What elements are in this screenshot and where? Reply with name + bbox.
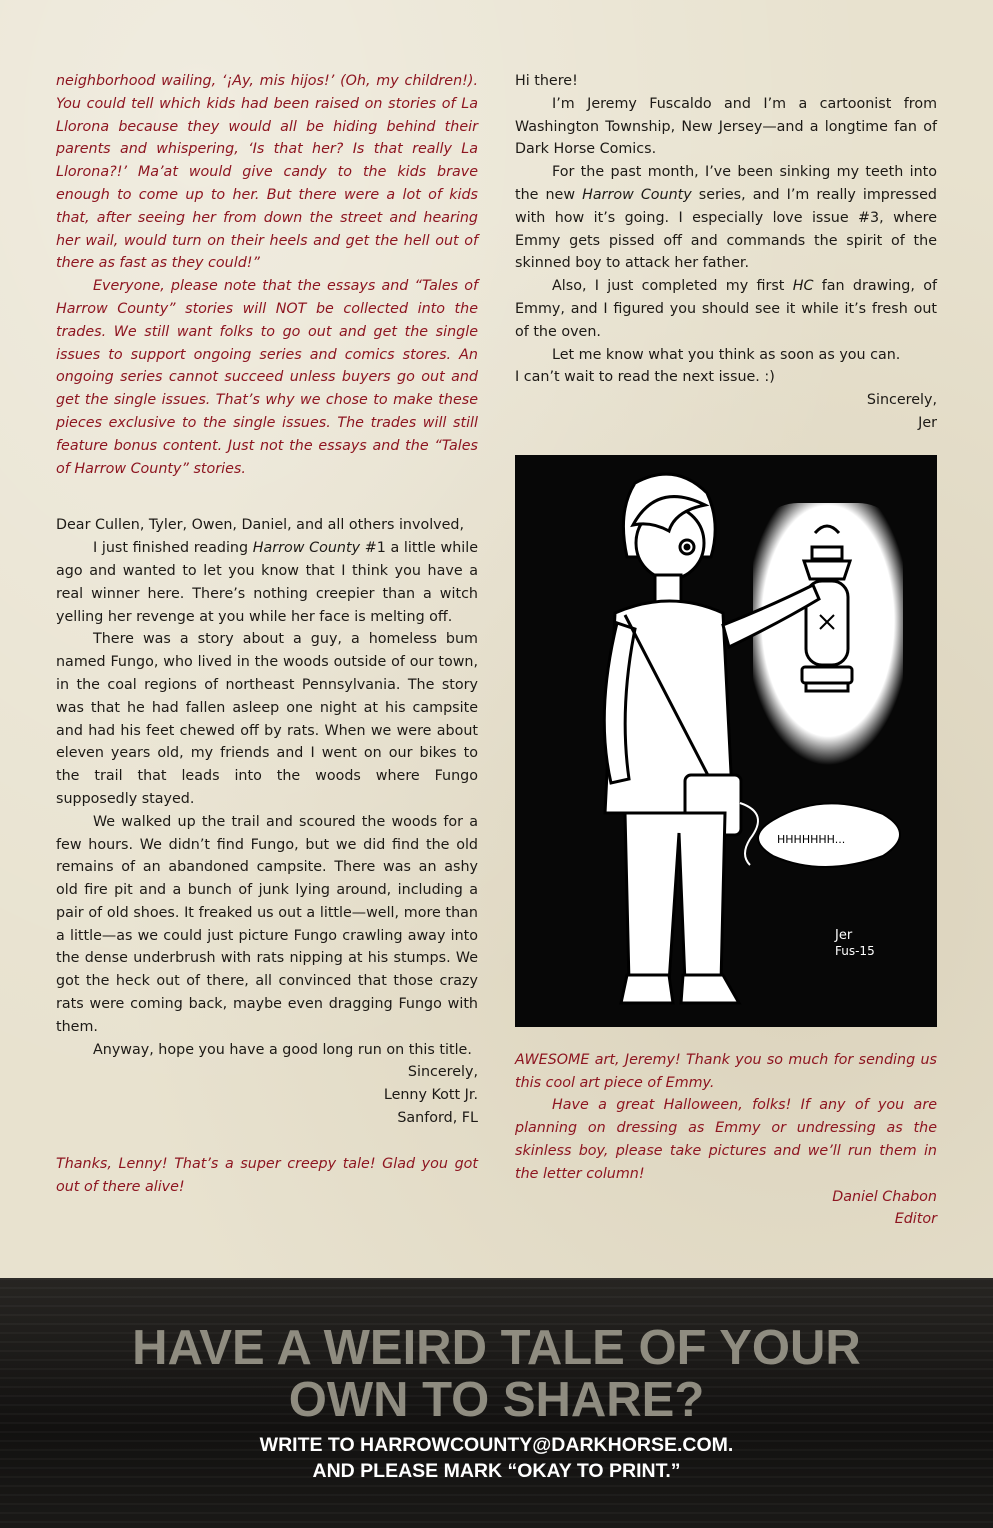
letter-greeting: Dear Cullen, Tyler, Owen, Daniel, and all others involved,: [56, 517, 465, 534]
editor-name: Daniel Chabon: [832, 1188, 937, 1205]
fan-art-emmy-illustration: [515, 455, 937, 1027]
letter-paragraph: [515, 275, 937, 343]
series-title: HC: [792, 278, 814, 295]
print-permission-line: AND PLEASE MARK “OKAY TO PRINT.”: [312, 1460, 681, 1482]
editor-reply: AWESOME art, Jeremy! Thank you so much for sending us this cool art piece of Emmy.: [515, 1051, 937, 1091]
series-title: Harrow County: [582, 186, 692, 203]
letter-author: Lenny Kott Jr.: [383, 1087, 478, 1104]
editor-title: Editor: [894, 1211, 937, 1228]
letter-text: fan drawing, of Emmy, and I figured you should see it while it’s fresh out of the oven.: [515, 278, 937, 340]
banner-headline-line: OWN TO SHARE?: [288, 1373, 705, 1427]
letter-paragraph: Let me know what you think as soon as you can.: [552, 346, 901, 363]
letter-location: Sanford, FL: [397, 1110, 478, 1127]
letter-greeting: Hi there!: [515, 73, 578, 89]
fan-art-drawing: [515, 455, 937, 1027]
letter-paragraph: We walked up the trail and scoured the woods for a few hours. We didn’t find Fungo, but we did find the old remains of an abandoned campsite. There was an ashy old fire pit and a bunch of junk lying around, including a pair of old shoes. It freaked us out a little—well, more than a little—as we could just picture Fungo crawling away into the dense underbrush with rats nipping at his stumps. We got the heck out of there, all convinced that those crazy rats were coming back, maybe even dragging Fungo with them.: [56, 813, 478, 1035]
editor-intro-continued: neighborhood wailing, ‘¡Ay, mis hijos!’ (Oh, my children!). You could tell which kids had been raised on stories of La Llorona because they would all be hiding behind their parents and whispering, ‘Is that her? Is that really La Llorona?!’ Ma’at would give candy to the kids brave enough to come up to her. But there were a lot of kids that, after seeing her from down the street and hearing her wail, would turn on their heels and get the hell out of there as fast as they could!”: [56, 73, 478, 272]
letter-paragraph: There was a story about a guy, a homeless bum named Fungo, who lived in the woods outside of our town, in the coal regions of northeast Pennsylvania. The story was that he had fallen asleep one night at his campsite and had his feet chewed off by rats. When we were about eleven years old, my friends and I went on our bikes to the trail that leads into the woods where Fungo supposedly stayed.: [56, 631, 478, 807]
spacer: [56, 480, 478, 514]
letter-text: Also, I just completed my first: [552, 278, 793, 295]
submission-banner: [0, 1278, 993, 1528]
letter-signoff: Sincerely,: [866, 392, 937, 409]
letter-paragraph: I’m Jeremy Fuscaldo and I’m a cartoonist from Washington Township, New Jersey—and a longtime fan of Dark Horse Comics.: [515, 95, 937, 158]
letter-paragraph: I can’t wait to read the next issue. :): [515, 369, 775, 386]
letter-text: I just finished reading: [93, 540, 253, 557]
banner-headline-line: HAVE A WEIRD TALE OF YOUR: [132, 1321, 861, 1375]
artist-signature: Jer: [835, 928, 853, 943]
letter-paragraph: [56, 537, 478, 628]
letter-text: For the past month, I’ve been sinking my teeth into the new: [515, 164, 937, 203]
series-title: Harrow County: [252, 540, 361, 557]
letter-author: Jer: [918, 414, 937, 431]
letter-paragraph: Anyway, hope you have a good long run on this title.: [93, 1041, 472, 1058]
editor-reply: Have a great Halloween, folks! If any of you are planning on dressing as Emmy or undressing as the skinless boy, please take pictures and we’ll run them in the letter column!: [515, 1097, 937, 1182]
speech-text: HHHHHHH...: [777, 833, 846, 846]
letter-text: series, and I’m really impressed with how it’s going. I especially love issue #3, where Emmy gets pissed off and commands the spirit of the skinned boy to attack her father.: [515, 186, 938, 272]
editor-reply: Thanks, Lenny! That’s a super creepy tale! Glad you got out of there alive!: [56, 1155, 478, 1195]
artist-signature-date: Fus-15: [835, 944, 875, 958]
banner-instructions: [0, 1432, 993, 1484]
spacer: [56, 1130, 478, 1153]
banner-headline: [0, 1322, 993, 1426]
submission-email-line: WRITE TO HARROWCOUNTY@DARKHORSE.COM.: [259, 1434, 734, 1456]
letter-text: #1 a little while ago and wanted to let you know that I think you have a real winner here. There’s nothing creepier than a witch yelling her revenge at you while her face is melting off.: [56, 540, 479, 625]
left-column: [56, 70, 478, 1198]
letter-paragraph: [515, 161, 937, 275]
editor-note: Everyone, please note that the essays and “Tales of Harrow County” stories will NOT be collected into the trades. We still want folks to go out and get the single issues to support ongoing series and comics stores. An ongoing series cannot succeed unless buyers go out and get the single issues. That’s why we chose to make these pieces exclusive to the single issues. The trades will still feature bonus content. Just not the essays and the “Tales of Harrow County” stories.: [56, 278, 478, 477]
letter-signoff: Sincerely,: [407, 1064, 478, 1081]
